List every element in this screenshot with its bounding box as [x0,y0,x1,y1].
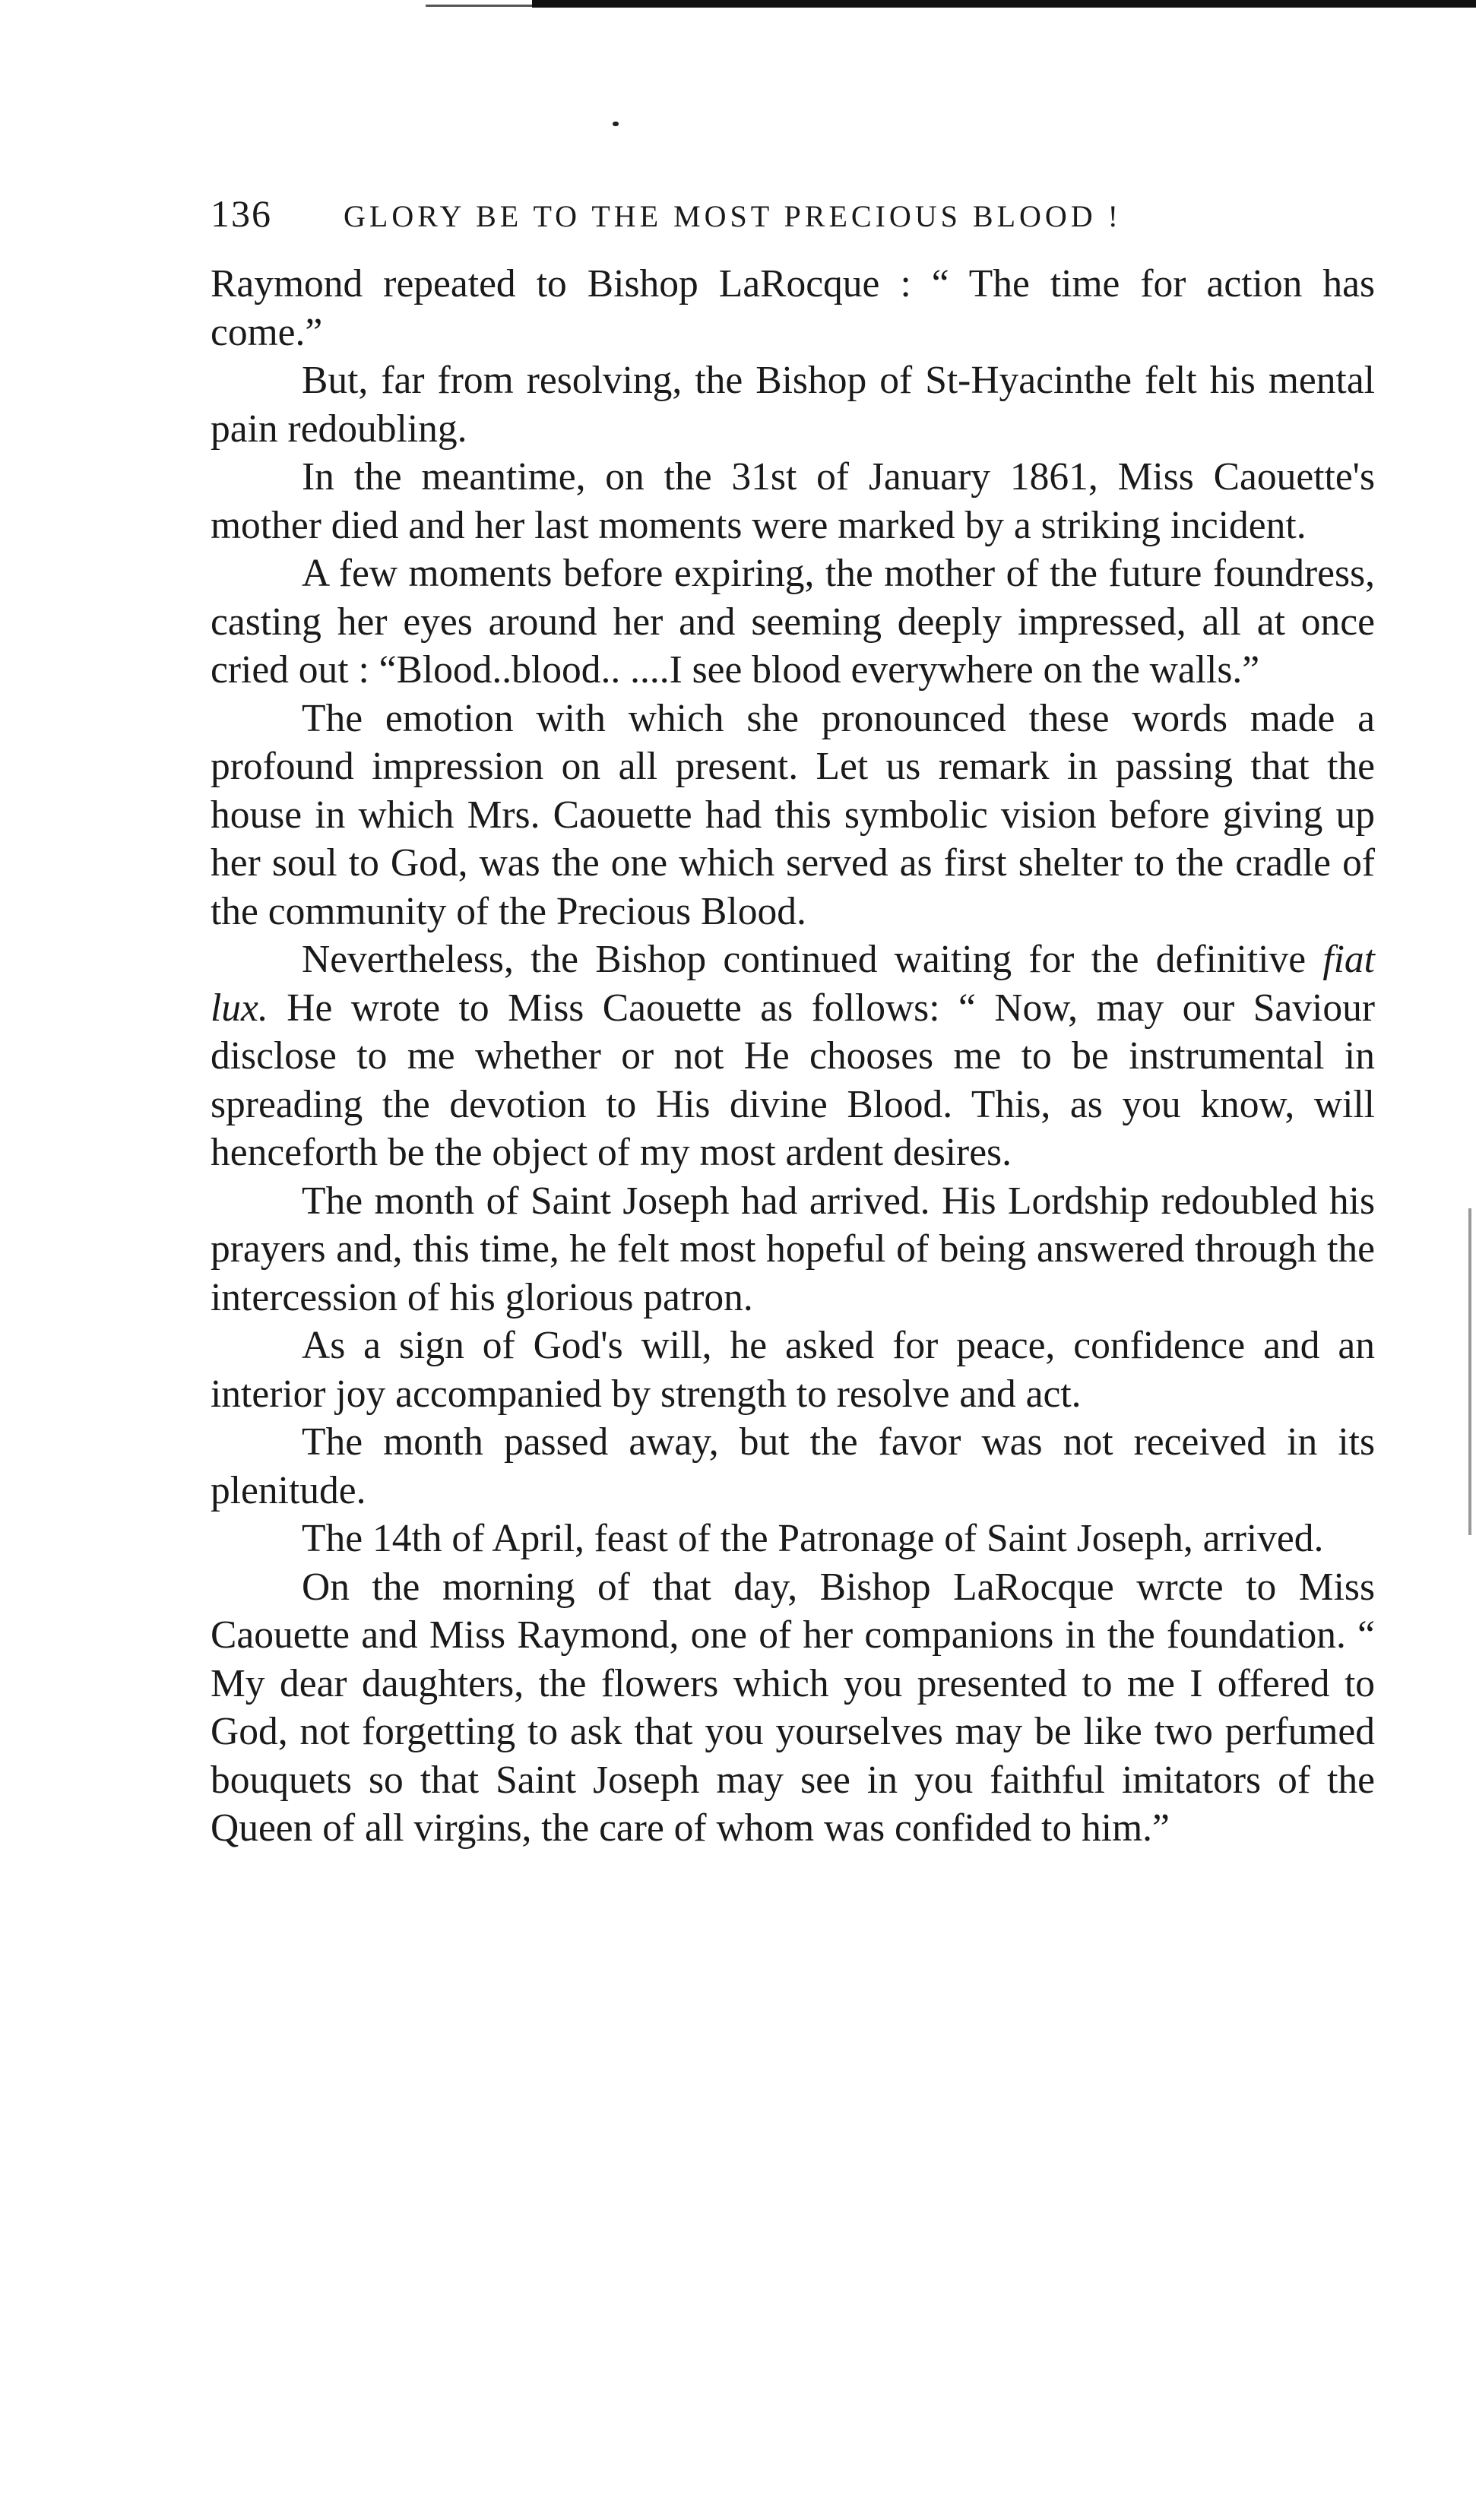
paragraph-9: The month passed away, but the favor was not received in its plenitude. [211,1420,1375,1512]
right-edge-scan-mark [1468,1208,1471,1535]
paragraph-5: The emotion with which she pronounced these words made a profound impression on all present. Let us remark in passing that the house in which Mrs. Caouette had this symbolic vision before giving up her soul to God, was the one which served as first shelter to the cradle of the community of the Precious Blood. [211,696,1375,933]
paragraph-2: But, far from resolving, the Bishop of St-Hyacinthe felt his mental pain redoubling. [211,359,1375,451]
top-scan-border [532,0,1476,8]
running-head [211,192,1375,252]
paragraph-6-italic-phrase: fiat lux. [211,938,1375,1030]
book-page [211,192,1375,1853]
running-title: GLORY BE TO THE MOST PRECIOUS BLOOD ! [344,199,1122,233]
paragraph-6 [211,936,1375,1177]
paragraph-7: The month of Saint Joseph had arrived. His Lordship redoubled his prayers and, this time, he felt most hopeful of being answered through the intercession of his glorious patron. [211,1179,1375,1319]
paragraph-11: On the morning of that day, Bishop LaRocque wrcte to Miss Caouette and Miss Raymond, one of her companions in the foundation. “ My dear daughters, the flowers which you presented to me I offered to God, not forgetting to ask that you yourselves may be like two perfumed bouquets so that Saint Joseph may see in you faithful imitators of the Queen of all virgins, the care of whom was confided to him.” [211,1565,1375,1850]
paragraph-8: As a sign of God's will, he asked for peace, confidence and an interior joy accompanied by strength to resolve and act. [211,1324,1375,1416]
paragraph-10: The 14th of April, feast of the Patronage of Saint Joseph, arrived. [302,1517,1324,1560]
ink-speck [613,122,619,126]
paragraph-3: In the meantime, on the 31st of January 1861, Miss Caouette's mother died and her last moments were marked by a striking incident. [211,455,1375,547]
page-number: 136 [211,192,272,235]
paragraph-6-end: He wrote to Miss Caouette as follows: “ Now, may our Saviour disclose to me whether or not He chooses me to be instrumental in spreading the devotion to His divine Blood. This, as you know, will henceforth be the object of my most ardent desires. [211,986,1375,1174]
paragraph-4: A few moments before expiring, the mother of the future foundress, casting her eyes around her and seeming deeply impressed, all at once cried out : “Blood..blood.. ....I see blood everywhere on the walls.” [211,552,1375,692]
paragraph-1: Raymond repeated to Bishop LaRocque : “ The time for action has come.” [211,262,1375,354]
page-body [211,260,1375,1853]
paragraph-6-start: Nevertheless, the Bishop continued waiting for the definitive [302,938,1323,981]
